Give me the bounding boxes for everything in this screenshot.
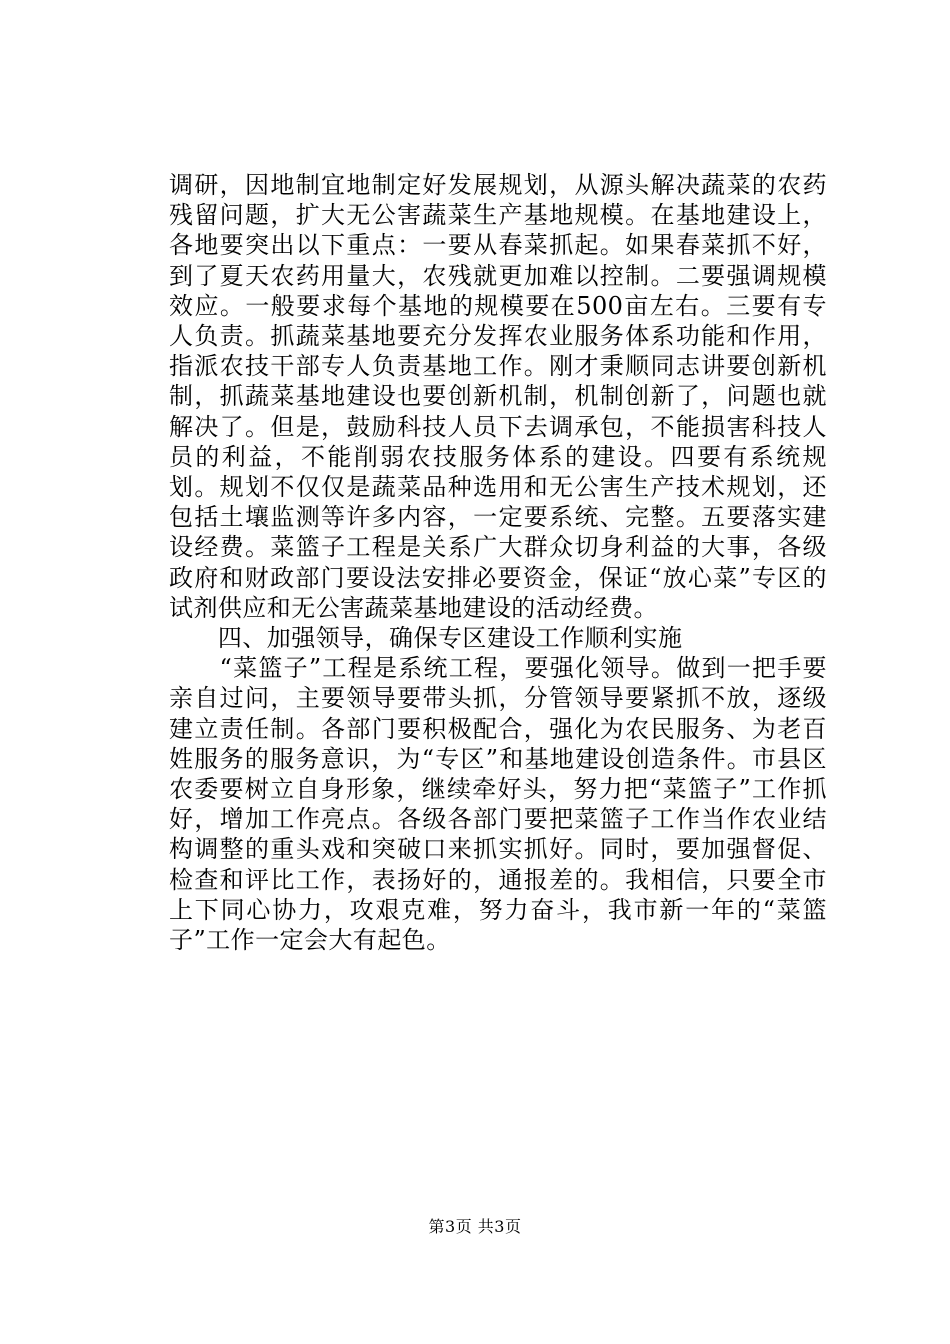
- paragraph-vegetable-base-construction: 调研，因地制宜地制定好发展规划，从源头解决蔬菜的农药残留问题，扩大无公害蔬菜生产基地规模。在基地建设上，各地要突出以下重点：一要从春菜抓起。如果春菜抓不好，到了夏天农药用量大，农残就更加难以控制。二要强调规模效应。一般要求每个基地的规模要在500亩左右。三要有专人负责。抓蔬菜基地要充分发挥农业服务体系功能和作用，指派农技干部专人负责基地工作。刚才秉顺同志讲要创新机制，抓蔬菜基地建设也要创新机制，机制创新了，问题也就解决了。但是，鼓励科技人员下去调承包，不能损害科技人员的利益，不能削弱农技服务体系的建设。四要有系统规划。规划不仅仅是蔬菜品种选用和无公害生产技术规划，还包括土壤监测等许多内容，一定要系统、完整。五要落实建设经费。菜篮子工程是关系广大群众切身利益的大事，各级政府和财政部门要设法安排必要资金，保证“放心菜”专区的试剂供应和无公害蔬菜基地建设的活动经费。: [169, 171, 827, 622]
- page-number-footer: 第3页 共3页: [428, 1217, 522, 1236]
- paragraph-vegetable-basket-project: “菜篮子”工程是系统工程，要强化领导。做到一把手要亲自过问，主要领导要带头抓，分管领导要紧抓不放，逐级建立责任制。各部门要积极配合，强化为农民服务、为老百姓服务的服务意识，为“专区”和基地建设创造条件。市县区农委要树立自身形象，继续牵好头，努力把“菜篮子”工作抓好，增加工作亮点。各级各部门要把菜篮子工作当作农业结构调整的重头戏和突破口来抓实抓好。同时，要加强督促、检查和评比工作，表扬好的，通报差的。我相信，只要全市上下同心协力，攻艰克难，努力奋斗，我市新一年的“菜篮子”工作一定会大有起色。: [169, 654, 827, 955]
- document-body: [169, 170, 827, 955]
- section-heading-strengthen-leadership: 四、加强领导，确保专区建设工作顺利实施: [169, 624, 683, 653]
